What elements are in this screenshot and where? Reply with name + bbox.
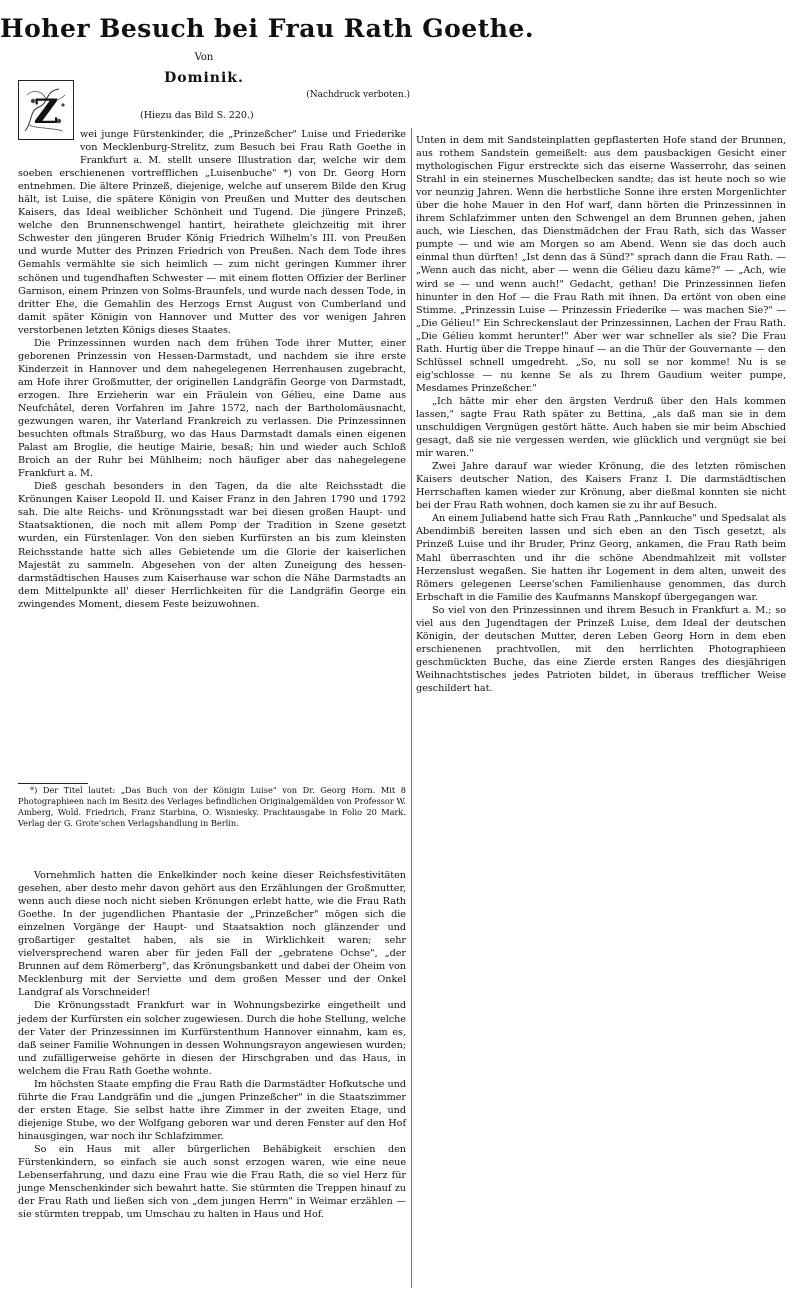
author-name: Dominik.	[164, 70, 244, 86]
paragraph: Dieß geschah besonders in den Tagen, da die alte Reichsstadt die Krönungen Kaiser Leopold II. und Kaiser Franz in den Jahren 1790 und 1792 sah. Die alte Reichs- und Krönungsstadt war bei diesen großen Haupt- und Staatsaktionen, die noch mit allem Pomp der Tradition in Szene gesetzt wurden, ein Fürstenlager. Von den sieben Kurfürsten an bis zum kleinsten Reichsstande hatte sich alles Gebietende um die Glorie der kaiserlichen Majestät zu sammeln. Abgesehen von der alten Zuneigung des hessen-darmstädtischen Hauses zum Kaiserhause war schon die Nähe Darmstadts an dem Mittelpunkte all' dieser Herrlichkeiten für die Landgräfin George ein zwingendes Moment, diesem Feste beizuwohnen.	[18, 481, 406, 610]
paragraph: „Ich hätte mir eher den ärgsten Verdruß über den Hals kommen lassen," sagte Frau Rath später zu Bettina, „als daß man sie in dem unschuldigen Vergnügen gestört hätte. Auch haben sie mir beim Abschied gesagt, daß sie nie vergessen werden, wie glücklich und vergnügt sie bei mir waren."	[416, 395, 786, 460]
paragraph: So viel von den Prinzessinnen und ihrem Besuch in Frankfurt a. M.; so viel aus den Jugendtagen der Prinzeß Luise, dem Ideal der deutschen Königin, der deutschen Mutter, deren Leben Georg Horn in dem eben erschienenen prachtvollen, mit den herrlichten Photographieen geschmückten Buche, das eine Zierde ersten Ranges des diesjährigen Weihnachtstisches jedes Patrioten bildet, in überaus trefflicher Weise geschildert hat.	[416, 604, 786, 694]
paragraph: Zwei Jahre darauf war wieder Krönung, die des letzten römischen Kaisers deutscher Nation, des Kaisers Franz I. Die darmstädtischen Herrschaften kamen wieder zur Krönung, aber dießmal konnten sie nicht bei der Frau Rath wohnen, doch kamen sie zu ihr auf Besuch.	[416, 461, 786, 512]
byline-prefix: Von	[194, 52, 214, 63]
paragraph: An einem Juliabend hatte sich Frau Rath „Pannkuche" und Spedsalat als Abendimbiß bereiten lassen und sich eben an den Tisch gesetzt, als Prinzeß Luise und ihr Bruder, Prinz Georg, ankamen, die Frau Rath beim Mahl überraschten und ihr die schöne Abendmahlzeit mit vollster Herzenslust wegaßen. Sie hatten ihr Logement in dem alten, unweit des Römers gelegenen Leerse'schen Familienhause genommen, das durch Erbschaft in die Familie des Kaufmanns Manskopf übergegangen war.	[416, 513, 786, 603]
paragraph: Im höchsten Staate empfing die Frau Rath die Darmstädter Hofkutsche und führte die Frau Landgräfin und die „jungen Prinzeßcher" in die Staatszimmer der ersten Etage. Sie selbst hatte ihre Zimmer in der zweiten Etage, und diejenige Stube, wo der Wolfgang geboren war und deren Fenster auf den Hof hinausgingen, war noch ihr Schlafzimmer.	[18, 1078, 406, 1142]
rights-notice: (Nachdruck verboten.)	[306, 90, 410, 100]
paragraph: Unten in dem mit Sandsteinplatten gepflasterten Hofe stand der Brunnen, aus rothem Sandstein gemeißelt: aus dem pausbackigen Gesicht einer mythologischen Figur erstreckte sich das eiserne Wasserrohr, das seinen Strahl in ein steinernes Muschelbecken sandte; das ist heute noch so wie vor neunzig Jahren. Wenn die herbstliche Sonne ihre ersten Morgenlichter über die hohe Mauer in den Hof warf, dann hörten die Prinzessinnen in ihrem Schlafzimmer unten den Schwengel an dem Brunnen gehen, jahen auch, wie Lieschen, das Dienstmädchen der Frau Rath, sich das Wasser pumpte — und wie am Morgen so am Abend. Wenn sie das doch auch einmal thun dürften! „Ist denn das ä Sünd?" sprach dann die Frau Rath. — „Wenn auch das nicht, aber — wenn die Gélieu dazu käme?" — „Ach, wie wird se — und wenn auch!" Gedacht, gethan! Die Prinzessinnen liefen hinunter in den Hof — die Frau Rath mit ihnen. Da ertönt von oben eine Stimme. „Prinzessin Luise — Prinzessin Friederike — was machen Sie?" — „Die Gélieu!" Ein Schreckenslaut der Prinzessinnen, Lachen der Frau Rath. „Die Gélieu kommt herunter!" Aber wer war schneller als sie? Die Frau Rath. Hurtig über die Treppe hinauf — an die Thür der Gouvernante — den Schlüssel schnell umgedreht. „So, nu soll se nor komme! Nu is se eig'schlosse — nu kenne Se als zu Ihrem Gaudium weiter pumpe, Mesdames Prinzeßcher."	[416, 135, 786, 394]
paragraph: So ein Haus mit aller bürgerlichen Behäbigkeit erschien den Fürstenkindern, so einfach sie auch sonst erzogen waren, wie eine neue Lebenserfahrung, und dazu eine Frau wie die Frau Rath, die so viel Herz für junge Menschenkinder sich bewahrt hatte. Sie stürmten die Treppen hinauf zu der Frau Rath und ließen sich von „dem jungen Herrn" in Weimar erzählen — sie stürmten treppab, um Umschau zu halten in Haus und Hof.	[18, 1143, 406, 1221]
left-column-top	[18, 128, 406, 783]
paragraph: Die Krönungsstadt Frankfurt war in Wohnungsbezirke eingetheilt und jedem der Kurfürsten ein solcher zugewiesen. Durch die hohe Stellung, welche der Vater der Prinzessinnen im Kurfürstenthum Hannover einnahm, kam es, daß seiner Familie Wohnungen in dessen Wohnungsrayon angewiesen wurden; und zufälligerweise gehörte in diesen der Hirschgraben und das Haus, in welchem die Frau Rath Goethe wohnte.	[18, 1000, 406, 1077]
article-title: Hoher Besuch bei Frau Rath Goethe.	[0, 14, 535, 43]
paragraph: Vornehmlich hatten die Enkelkinder noch keine dieser Reichsfestivitäten gesehen, aber desto mehr davon gehört aus den Erzählungen der Großmutter, wenn auch diese noch nicht sieben Krönungen erlebt hatte, wie die Frau Rath Goethe. In der jugendlichen Phantasie der „Prinzeßcher" mögen sich die einzelnen Vorgänge der Haupt- und Staatsaktion noch glänzender und großartiger gestaltet haben, als sie in Wirklichkeit waren; sehr vielversprechend waren aber für jeden Fall der „gebratene Ochse", „der Brunnen auf dem Römerberg", das Krönungsbankett und dabei der Oheim von Mecklenburg mit der Serviette und dem großen Messer und der Onkel Landgraf als Vorschneider!	[18, 870, 406, 999]
paragraph: Die Prinzessinnen wurden nach dem frühen Tode ihrer Mutter, einer geborenen Prinzessin von Hessen-Darmstadt, und nachdem sie ihre erste Kinderzeit in Hannover und dem nahegelegenen Herrenhausen zugebracht, am Hofe ihrer Großmutter, der originellen Landgräfin George von Darmstadt, erzogen. Ihre Erzieherin war ein Fräulein von Gélieu, eine Dame aus Neufchâtel, deren Vorfahren im Jahre 1572, nach der Bartholomäusnacht, gezwungen waren, ihr Vaterland Frankreich zu verlassen. Die Prinzessinnen besuchten oftmals Straßburg, wo das Haus Darmstadt damals einen eigenen Palast am Broglie, die heutige Mairie, besaß; hin und wieder auch Schloß Broich an der Ruhr bei Mühlheim; noch häufiger aber das nahegelegene Frankfurt a. M.	[18, 337, 406, 480]
initial-letter-glyph: Z	[33, 92, 59, 132]
picture-reference: (Hiezu das Bild S. 220.)	[140, 110, 254, 121]
right-column	[416, 134, 786, 864]
paragraph: wei junge Fürstenkinder, die „Prinzeßcher" Luise und Friederike von Mecklenburg-Strelitz, zum Besuch bei Frau Rath Goethe in Frankfurt a. M. stellt unsere Illustration dar, welche wir dem soeben erschienenen vortrefflichen „Luisenbuche" *) von Dr. Georg Horn entnehmen. Die ältere Prinzeß, diejenige, welche auf unserem Bilde den Krug hält, ist Luise, die spätere Königin von Preußen und Mutter des deutschen Kaisers, das Ideal weiblicher Schönheit und Tugend. Die jüngere Prinzeß, welche den Brunnenschwengel hantirt, heirathete gleichzeitig mit ihrer Schwester den jüngeren Bruder König Friedrich Wilhelm's III. von Preußen und wurde Mutter des Prinzen Friedrich von Preußen. Nach dem Tode ihres Gemahls vermählte sie sich heimlich — zum nicht geringen Kummer ihrer schönen und tugendhaften Schwester — mit einem flotten Offizier der Berliner Garnison, einem Prinzen von Solms-Braunfels, und wurde nach dessen Tode, in dritter Ehe, die Gemahlin des Herzogs Ernst August von Cumberland und damit später Königin von Hannover und Mutter des vor wenigen Jahren verstorbenen letzten Königs dieses Staates.	[18, 129, 406, 336]
footnote	[18, 785, 406, 829]
footnote-text: *) Der Titel lautet: „Das Buch von der Königin Luise" von Dr. Georg Horn. Mit 8 Photographieen nach im Besitz des Verlages befindlichen Originalgemälden von Professor W. Amberg, Wold. Friedrich, Franz Starbina, O. Wisniesky. Prachtausgabe in Folio 20 Mark. Verlag der G. Grote'schen Verlagshandlung in Berlin.	[18, 785, 406, 828]
left-column-bottom	[18, 869, 406, 1289]
footnote-divider	[18, 783, 88, 784]
column-divider	[411, 128, 412, 1288]
